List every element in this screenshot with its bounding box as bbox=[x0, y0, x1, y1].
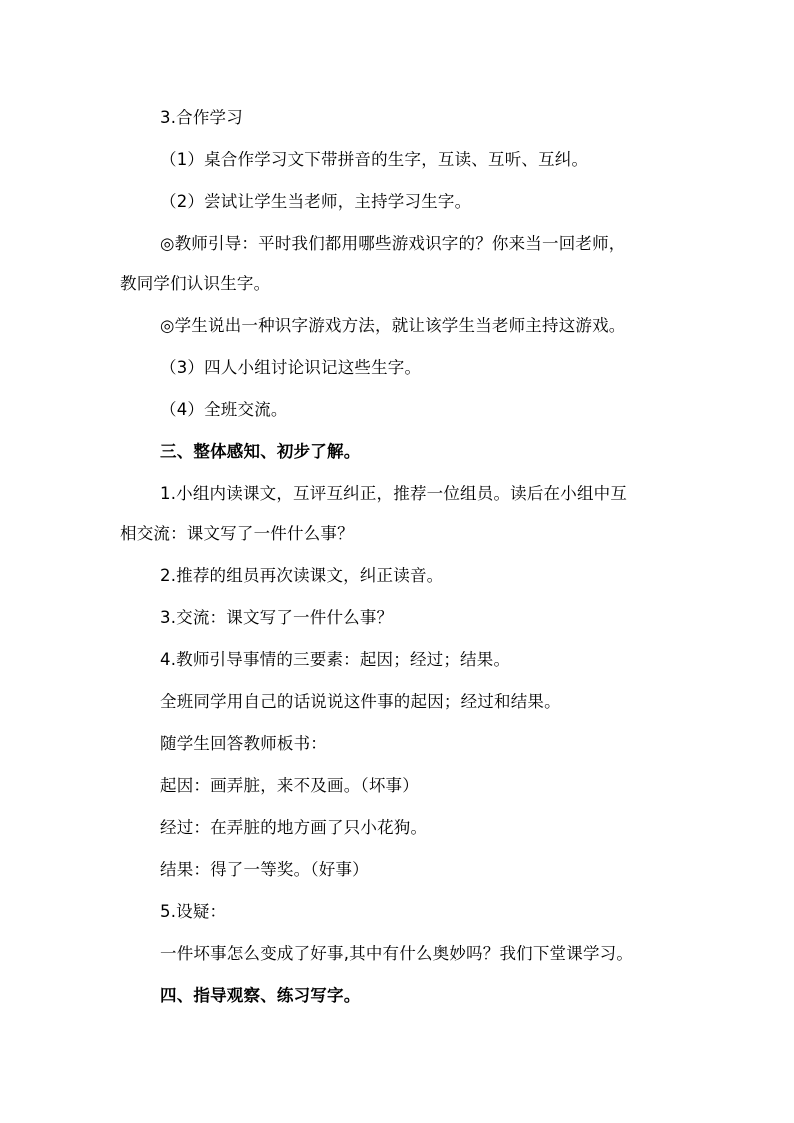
paragraph-item-4: 4.教师引导事情的三要素：起因；经过；结果。 bbox=[160, 650, 511, 669]
paragraph-teacher-guide-cont: 教同学们认识生字。 bbox=[120, 274, 271, 293]
paragraph-result: 结果：得了一等奖。（好事） bbox=[160, 860, 369, 879]
section-heading-3: 三、整体感知、初步了解。 bbox=[160, 442, 361, 461]
paragraph-item-1-cont: 相交流：课文写了一件什么事？ bbox=[120, 524, 354, 543]
paragraph-item-2: 2.推荐的组员再次读课文，纠正读音。 bbox=[160, 566, 444, 585]
section-heading-4: 四、指导观察、练习写字。 bbox=[160, 986, 361, 1005]
paragraph-item-1: 1.小组内读课文，互评互纠正，推荐一位组员。读后在小组中互 bbox=[160, 484, 628, 503]
paragraph-question: 一件坏事怎么变成了好事,其中有什么奥妙吗？我们下堂课学习。 bbox=[160, 944, 634, 963]
paragraph-teacher-guide: ◎教师引导：平时我们都用哪些游戏识字的？你来当一回老师， bbox=[160, 234, 626, 253]
paragraph-step-3: （3）四人小组讨论识记这些生字。 bbox=[160, 358, 422, 377]
sub-heading-cooperative-learning: 3.合作学习 bbox=[160, 108, 243, 127]
paragraph-blackboard: 随学生回答教师板书： bbox=[160, 734, 327, 753]
paragraph-process: 经过：在弄脏的地方画了只小花狗。 bbox=[160, 818, 428, 837]
paragraph-item-5: 5.设疑： bbox=[160, 902, 227, 921]
paragraph-step-4: （4）全班交流。 bbox=[160, 400, 288, 419]
paragraph-cause: 起因：画弄脏，来不及画。（坏事） bbox=[160, 776, 419, 795]
paragraph-step-1: （1）桌合作学习文下带拼音的生字，互读、互听、互纠。 bbox=[160, 150, 589, 169]
paragraph-retell: 全班同学用自己的话说说这件事的起因；经过和结果。 bbox=[160, 692, 561, 711]
paragraph-step-2: （2）尝试让学生当老师，主持学习生字。 bbox=[160, 192, 472, 211]
paragraph-item-3: 3.交流：课文写了一件什么事？ bbox=[160, 608, 394, 627]
paragraph-student-game: ◎学生说出一种识字游戏方法，就让该学生当老师主持这游戏。 bbox=[160, 316, 626, 335]
